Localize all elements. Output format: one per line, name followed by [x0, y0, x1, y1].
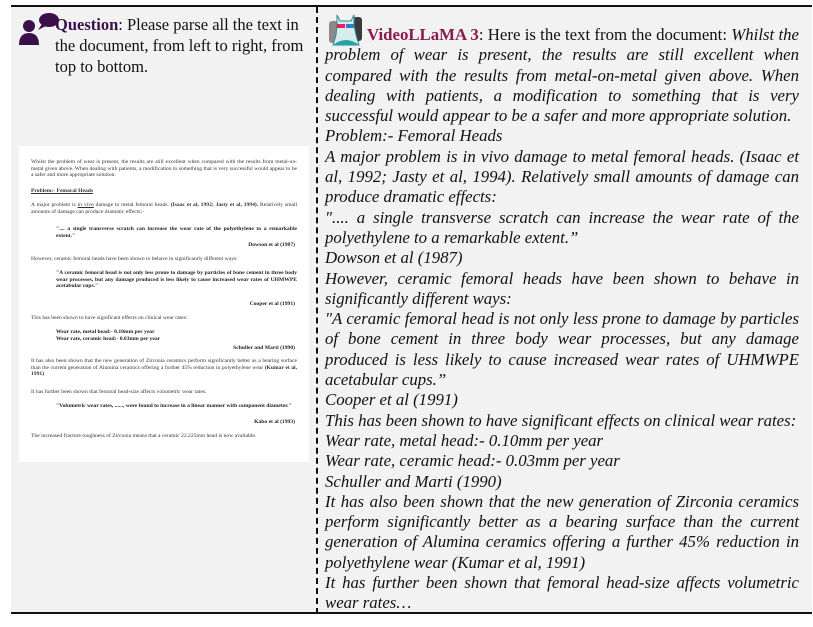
column-divider — [316, 7, 318, 614]
doc-paragraph: This has been shown to have significant effects on clinical wear rates: — [31, 315, 188, 321]
answer-line: Problem:- Femoral Heads — [325, 126, 503, 146]
answer-line: Dowson et al (1987) — [325, 248, 463, 268]
doc-paragraph: It has also been shown that the new generation of Zirconia ceramics perform significantly better as a bearing surface than the current generation of Alumina ceramics offering a further 45% reduction in polyethylene wear (Kumar et al, 1991) — [31, 358, 297, 378]
doc-citation: Dowson et al (1987) — [248, 242, 295, 248]
answer-line: Wear rate, ceramic head:- 0.03mm per year — [325, 451, 620, 471]
doc-quote: ".... a single transverse scratch can increase the wear rate of the polyethylene to a remarkable extent." — [56, 226, 297, 239]
doc-wear-rate: Wear rate, metal head:- 0.10mm per year — [56, 329, 155, 335]
model-name: VideoLLaMA 3 — [367, 25, 479, 44]
doc-heading: Problem:- Femoral Heads — [31, 188, 94, 194]
answer-panel — [325, 7, 801, 613]
question-panel — [12, 7, 314, 607]
answer-intro-text: : Here is the text from the document: — [478, 25, 732, 44]
doc-paragraph: A major problem is in vivo damage to metal femoral heads. (Isaac et al, 1992; Jasty et al, 1994). Relatively small amounts of damage can produce dramatic effects:- — [31, 202, 298, 215]
answer-line: Schuller and Marti (1990) — [325, 471, 502, 491]
document-image — [19, 146, 309, 462]
answer-line: It has also been shown that the new generation of Zirconia ceramics perform significantly better as a bearing surface than the current generation of Alumina ceramics offering a further 45% reduction in polyethylene wear (Kumar et al, 1991) — [325, 491, 799, 572]
answer-line: It has further been shown that femoral head-size affects volumetric wear rates… — [325, 573, 799, 613]
answer-line: Wear rate, metal head:- 0.10mm per year — [325, 430, 604, 450]
answer-line: A major problem is in vivo damage to metal femoral heads. (Isaac et al, 1992; Jasty et al, 1994). Relatively small amounts of damage can produce dramatic effects: — [325, 146, 799, 207]
doc-paragraph: Whilst the problem of wear is present, the results are still excellent when compared with the results from metal-on-metal given above. When dealing with patients, a modification to something that is very successful would appear to be a safer and more appropriate solution. — [31, 159, 297, 179]
doc-citation: Cooper et al (1991) — [249, 301, 295, 307]
answer-line: ".... a single transverse scratch can increase the wear rate of the polyethylene to a remarkable extent.” — [325, 207, 799, 247]
answer-line: "A ceramic femoral head is not only less prone to damage by particles of bone cement in three body wear processes, but any damage produced is less likely to cause increased wear rates of UHMWPE acetabular cups.” — [325, 309, 799, 390]
answer-line: Cooper et al (1991) — [325, 390, 458, 410]
question-text — [55, 14, 315, 77]
doc-paragraph: However, ceramic femoral heads have been shown to behave in significantly different ways: — [31, 256, 238, 262]
doc-quote: "Volumetric wear rates, ......, were found to increase in a linear manner with component diameter." — [56, 403, 292, 409]
doc-citation: Kabo et al (1993) — [254, 419, 295, 425]
doc-paragraph: It has further been shown that femoral head-size affects volumetric wear rates. — [31, 389, 207, 395]
doc-paragraph: The increased fracture toughness of Zirconia means that a ceramic 22.225mm head is now available. — [31, 433, 257, 439]
answer-text — [325, 25, 799, 614]
question-label: Question — [55, 15, 119, 34]
doc-citation: Schuller and Marti (1990) — [233, 345, 295, 351]
doc-quote: "A ceramic femoral head is not only less prone to damage by particles of bone cement in three body wear processes, but any damage produced is less likely to cause increased wear rates of UHMWPE acetabular cups." — [56, 270, 297, 290]
answer-line: Whilst the problem of wear is present, the results are still excellent when compared with the results from metal-on-metal given above. When dealing with patients, a modification to something that is very successful would appear to be a safer and more appropriate solution. — [325, 25, 799, 126]
answer-line: However, ceramic femoral heads have been shown to behave in significantly different ways: — [325, 268, 799, 308]
question-body: : Please parse all the text in the document, from left to right, from top to bottom. — [55, 15, 304, 76]
doc-wear-rate: Wear rate, ceramic head:- 0.03mm per year — [56, 336, 161, 342]
answer-intro — [325, 25, 799, 126]
answer-line: This has been shown to have significant effects on clinical wear rates: — [325, 410, 797, 430]
